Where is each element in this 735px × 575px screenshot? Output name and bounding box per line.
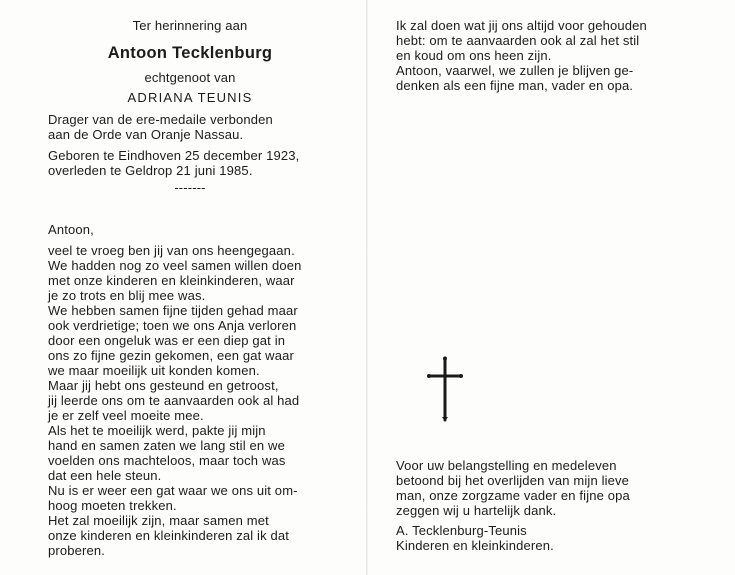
tribute-line: ons zo fijne gezin gekomen, een gat waar — [48, 348, 294, 363]
farewell-line: Antoon, vaarwel, we zullen je blijven ge- — [396, 63, 634, 78]
relation-text: echtgenoot van — [144, 70, 236, 85]
tribute-line: proberen. — [48, 543, 105, 558]
tribute-line: Als het te moeilijk werd, pakte jij mijn — [48, 423, 266, 438]
tribute-line: je zo trots en blij mee was. — [48, 288, 206, 303]
tribute-line: met onze kinderen en kleinkinderen, waar — [48, 273, 295, 288]
tribute-line: Maar jij hebt ons gesteund en getroost, — [48, 378, 279, 393]
dates-line: overleden te Geldrop 21 juni 1985. — [48, 163, 253, 178]
section-divider: ------- — [174, 180, 206, 195]
deceased-name: Antoon Tecklenburg — [107, 44, 273, 62]
dates-line: Geboren te Eindhoven 25 december 1923, — [48, 148, 300, 163]
tribute-line: voelden ons machteloos, maar toch was — [48, 453, 286, 468]
farewell-line: hebt: om te aanvaarden ook al zal het stil — [396, 33, 640, 48]
tribute-line: onze kinderen en kleinkinderen zal ik dat — [48, 528, 290, 543]
memorial-header: Ter herinnering aan — [132, 18, 248, 33]
thanks-line: betoond bij het overlijden van mijn lieve — [396, 473, 630, 488]
tribute-line: door een ongeluk was er een diep gat in — [48, 333, 286, 348]
tribute-line: We hebben samen fijne tijden gehad maar — [48, 303, 298, 318]
thanks-line: Voor uw belangstelling en medeleven — [396, 458, 617, 473]
thanks-line: zeggen wij u hartelijk dank. — [396, 503, 557, 518]
tribute-line: Het zal moeilijk zijn, maar samen met — [48, 513, 269, 528]
page-fold — [366, 0, 368, 575]
tribute-line: we maar moeilijk uit konden komen. — [48, 363, 260, 378]
farewell-line: Ik zal doen wat jij ons altijd voor gehouden — [396, 18, 647, 33]
tribute-line: veel te vroeg ben jij van ons heengegaan. — [48, 243, 295, 258]
cross-icon — [425, 356, 465, 422]
farewell-line: denken als een fijne man, vader en opa. — [396, 78, 634, 93]
signature-line: Kinderen en kleinkinderen. — [396, 538, 554, 553]
signature-line: A. Tecklenburg-Teunis — [396, 523, 527, 538]
medal-line: Drager van de ere-medaile verbonden — [48, 112, 273, 127]
tribute-line: jij leerde ons om te aanvaarden ook al had — [48, 393, 300, 408]
spouse-name: ADRIANA TEUNIS — [127, 90, 253, 105]
tribute-line: dat een hele steun. — [48, 468, 162, 483]
tribute-line: hoog moeten trekken. — [48, 498, 177, 513]
tribute-line: ook verdrietige; toen we ons Anja verloren — [48, 318, 297, 333]
farewell-line: en koud om ons heen zijn. — [396, 48, 552, 63]
tribute-line: hand en samen zaten we lang stil en we — [48, 438, 285, 453]
salutation: Antoon, — [48, 222, 94, 237]
medal-line: aan de Orde van Oranje Nassau. — [48, 127, 244, 142]
tribute-line: je er zelf veel moeite mee. — [48, 408, 204, 423]
thanks-line: man, onze zorgzame vader en fijne opa — [396, 488, 630, 503]
tribute-line: Nu is er weer een gat waar we ons uit om- — [48, 483, 298, 498]
tribute-line: We hadden nog zo veel samen willen doen — [48, 258, 302, 273]
